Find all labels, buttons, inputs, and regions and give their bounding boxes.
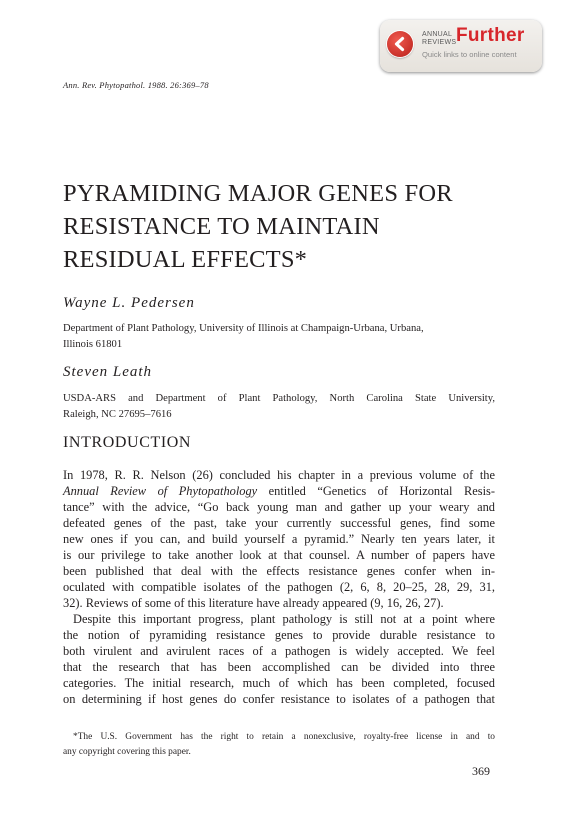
body-line: defeated genes of the past, take your currently successful genes, find some xyxy=(63,516,495,530)
reviews-word: REVIEWS xyxy=(422,39,457,46)
further-logo-text: Further xyxy=(456,25,525,46)
section-heading: INTRODUCTION xyxy=(63,434,192,451)
author-name: Steven Leath xyxy=(63,364,153,380)
further-subtitle[interactable]: Quick links to online content xyxy=(422,50,517,59)
article-title xyxy=(63,177,503,276)
body-line: is our privilege to take another look at that counsel. A number of papers have xyxy=(63,548,495,562)
body-line xyxy=(63,483,495,499)
annual-word: ANNUAL xyxy=(422,31,453,38)
footnote-line: any copyright covering this paper. xyxy=(63,747,191,757)
body-line: In 1978, R. R. Nelson (26) concluded his chapter in a previous volume of the xyxy=(63,468,495,482)
title-line: PYRAMIDING MAJOR GENES FOR xyxy=(63,180,453,207)
body-line: oculated with compatible isolates of the pathogen (2, 6, 8, 20–25, 28, 29, 31, xyxy=(63,580,495,594)
body-line: 32). Reviews of some of this literature have already appeared (9, 16, 26, 27). xyxy=(63,596,444,610)
footnote xyxy=(63,730,495,760)
author-affiliation xyxy=(63,391,495,423)
body-line: that the research that has been accomplished can be divided into three xyxy=(63,660,495,674)
affiliation-line: Raleigh, NC 27695–7616 xyxy=(63,409,172,420)
affiliation-line: Department of Plant Pathology, University of Illinois at Champaign-Urbana, Urbana, xyxy=(63,323,424,334)
author-affiliation xyxy=(63,321,495,353)
further-play-icon[interactable] xyxy=(387,31,413,57)
journal-citation: Ann. Rev. Phytopathol. 1988. 26:369–78 xyxy=(63,80,209,90)
footnote-line: *The U.S. Government has the right to retain a nonexclusive, royalty-free license in and to xyxy=(73,732,495,742)
journal-name-italic: Annual Review of Phytopathology xyxy=(63,484,258,498)
body-text xyxy=(63,467,495,707)
body-line: tance” with the advice, “Go back young man and gather up your weary and xyxy=(63,500,495,514)
annual-reviews-further-badge[interactable] xyxy=(380,20,542,72)
body-line: been published that deal with the effects resistance genes confer when in- xyxy=(63,564,495,578)
body-line: categories. The initial research, much of which has been completed, focused xyxy=(63,676,495,690)
body-line: Despite this important progress, plant pathology is still not at a point where xyxy=(73,612,495,626)
author-name: Wayne L. Pedersen xyxy=(63,295,195,311)
title-line: RESISTANCE TO MAINTAIN xyxy=(63,213,380,240)
affiliation-line: Illinois 61801 xyxy=(63,339,123,350)
page-number: 369 xyxy=(472,764,490,778)
affiliation-line: USDA-ARS and Department of Plant Pathology, North Carolina State University, xyxy=(63,393,495,404)
body-line: new ones if you can, and build yourself a pyramid.” Nearly ten years later, it xyxy=(63,532,495,546)
body-line: both virulent and avirulent races of a pathogen is widely accepted. We feel xyxy=(63,644,495,658)
body-line-rest: entitled “Genetics of Horizontal Resis- xyxy=(257,484,495,498)
body-line: on determining if host genes do confer resistance to isolates of a pathogen that xyxy=(63,692,495,706)
annual-reviews-label xyxy=(422,31,456,47)
title-line: RESIDUAL EFFECTS* xyxy=(63,246,308,273)
body-line: the notion of pyramiding resistance genes to provide durable resistance to xyxy=(63,628,495,642)
